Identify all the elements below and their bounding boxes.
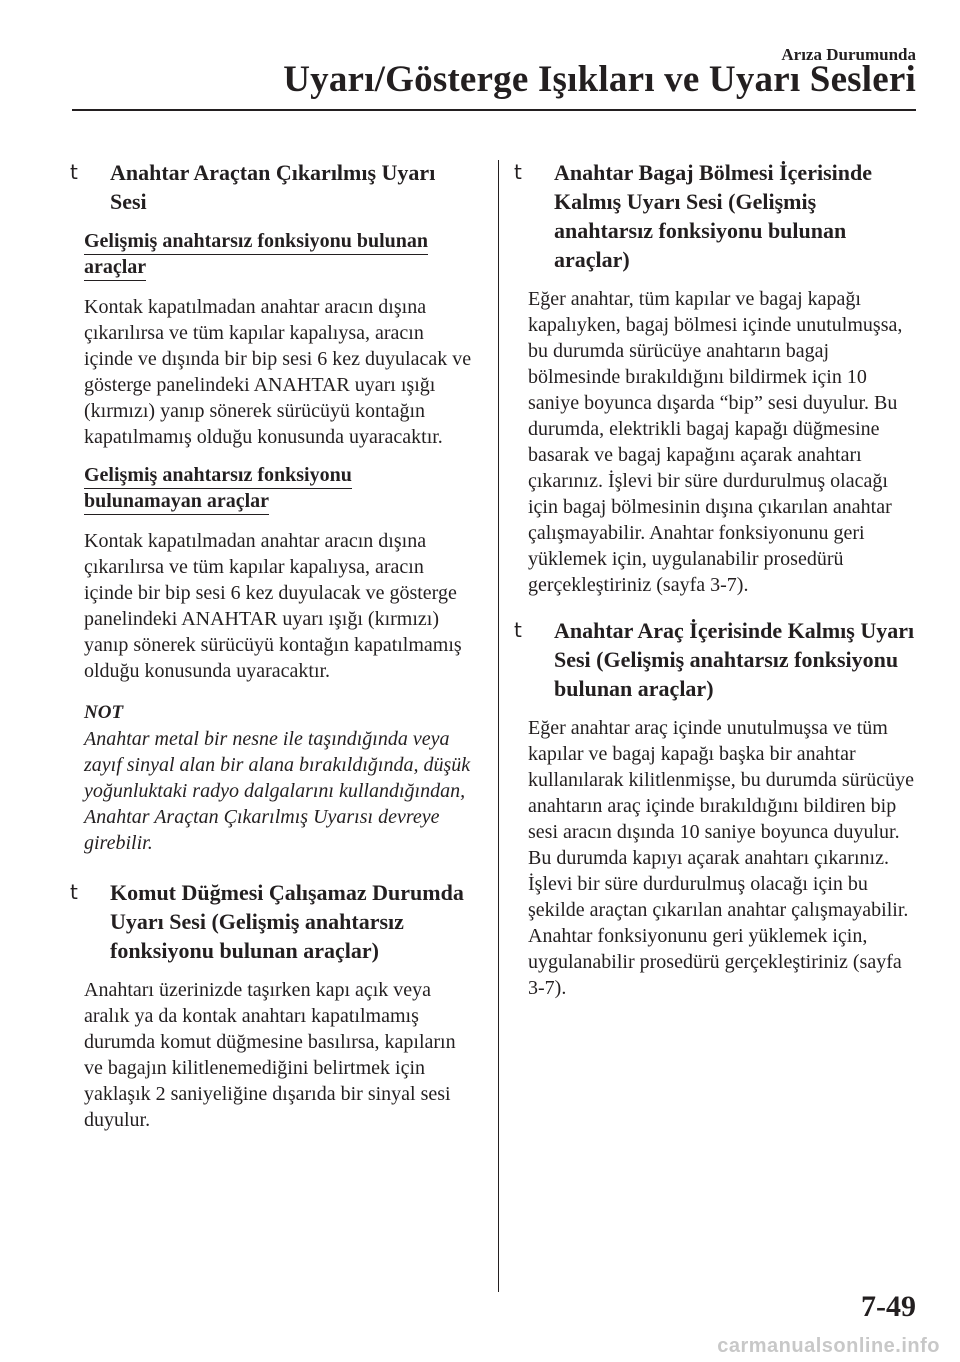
chapter-label: Arıza Durumunda <box>781 45 916 64</box>
note-text: Anahtar metal bir nesne ile taşındığında veya zayıf sinyal alan bir alana bırakıldığında, düşük yoğunluktaki radyo dalgalarını kullandığından, Anahtar Araçtan Çıkarılmış Uyarısı devreye girebilir. <box>84 728 471 854</box>
heading-text: Komut Düğmesi Çalışamaz Durumda Uyarı Sesi (Gelişmiş anahtarsız fonksiyonu bulunan araçlar) <box>110 880 464 963</box>
paragraph: Kontak kapatılmadan anahtar aracın dışına çıkarılırsa ve tüm kapılar kapalıysa, aracın içinde bir bip sesi 6 kez duyulacak ve gösterge panelindeki ANAHTAR uyarı ışığı (kırmızı) yanıp sönerek sürücüyü kontağın kapatılmamış olduğu konusunda uyaracaktır. <box>84 530 462 682</box>
subheading-line: bulunamayan araçlar <box>84 490 269 515</box>
paragraph: Kontak kapatılmadan anahtar aracın dışına çıkarılırsa ve tüm kapılar kapalıysa, aracın içinde ve dışında bir bip sesi 6 kez duyulacak ve gösterge panelindeki ANAHTAR uyarı ışığı (kırmızı) yanıp sönerek sürücüyü kontağın kapatılmamış olduğu konusunda uyaracaktır. <box>84 296 472 448</box>
header-divider <box>72 109 916 111</box>
subheading-line: Gelişmiş anahtarsız fonksiyonu bulunan <box>84 230 428 255</box>
section-heading-key-in-luggage <box>514 158 920 274</box>
subheading-line: araçlar <box>84 256 146 281</box>
section-heading-push-button <box>70 878 476 965</box>
column-divider <box>498 160 499 1292</box>
section-heading-key-removed <box>70 158 476 216</box>
subheading-line: Gelişmiş anahtarsız fonksiyonu <box>84 464 352 489</box>
bullet-icon: t <box>514 618 522 642</box>
paragraph: Eğer anahtar, tüm kapılar ve bagaj kapağı kapalıyken, bagaj bölmesi içinde unutulmuşsa, bu durumda sürücüye anahtarın bagaj bölmesinde bırakıldığını bildirmek için 10 saniye boyunca dışarda “bip” sesi duyulur. Bu durumda, elektrikli bagaj kapağı düğmesine basarak ve bagaj kapağını açarak anahtarı çıkarınız. İşlevi bir süre durdurulmuş olacağı için bagaj bölmesinin dışına çıkarılan anahtar çalışmayabilir. Anahtar fonksiyonunu geri yüklemek için, uygulanabilir prosedürü gerçekleştiriniz (sayfa 3-7). <box>528 288 903 596</box>
page-number: 7-49 <box>861 1290 916 1323</box>
paragraph: Anahtarı üzerinizde taşırken kapı açık veya aralık ya da kontak anahtarı kapatılmamış durumda komut düğmesine basılırsa, kapıların ve bagajın kilitlenemediğini belirtmek için yaklaşık 2 saniyeliğine dışarıda bir sinyal sesi duyulur. <box>84 979 456 1131</box>
subheading-with-keyless <box>84 228 476 280</box>
heading-line: Anahtar Araçtan Çıkarılmış Uyarı <box>110 160 436 185</box>
heading-line: Sesi <box>110 189 147 214</box>
heading-text: Anahtar Araç İçerisinde Kalmış Uyarı Sesi (Gelişmiş anahtarsız fonksiyonu bulunan araçlar) <box>554 618 915 701</box>
watermark: carmanualsonline.info <box>717 1335 940 1357</box>
section-heading-key-in-vehicle <box>514 616 920 703</box>
left-column <box>70 158 476 1145</box>
note-label: NOT <box>84 702 124 723</box>
subheading-without-keyless <box>84 462 476 514</box>
page-title: Uyarı/Gösterge Işıkları ve Uyarı Sesleri <box>283 59 916 100</box>
bullet-icon: t <box>70 880 78 904</box>
paragraph: Eğer anahtar araç içinde unutulmuşsa ve tüm kapılar ve bagaj kapağı başka bir anahtar kullanılarak kilitlenmişse, bu durumda sürücüye anahtarın araç içinde bırakıldığını bildiren bip sesi aracın dışında 10 saniye boyunca duyulur. Bu durumda kapıyı açarak anahtarı çıkarınız. İşlevi bir süre durdurulmuş olacağı için bu şekilde araçtan çıkarılan anahtar çalışmayabilir. Anahtar fonksiyonunu geri yüklemek için, uygulanabilir prosedürü gerçekleştiriniz (sayfa 3-7). <box>528 717 915 999</box>
bullet-icon: t <box>70 160 78 184</box>
bullet-icon: t <box>514 160 522 184</box>
right-column <box>514 158 920 1013</box>
heading-text: Anahtar Bagaj Bölmesi İçerisinde Kalmış Uyarı Sesi (Gelişmiş anahtarsız fonksiyonu bulunan araçlar) <box>554 160 872 272</box>
